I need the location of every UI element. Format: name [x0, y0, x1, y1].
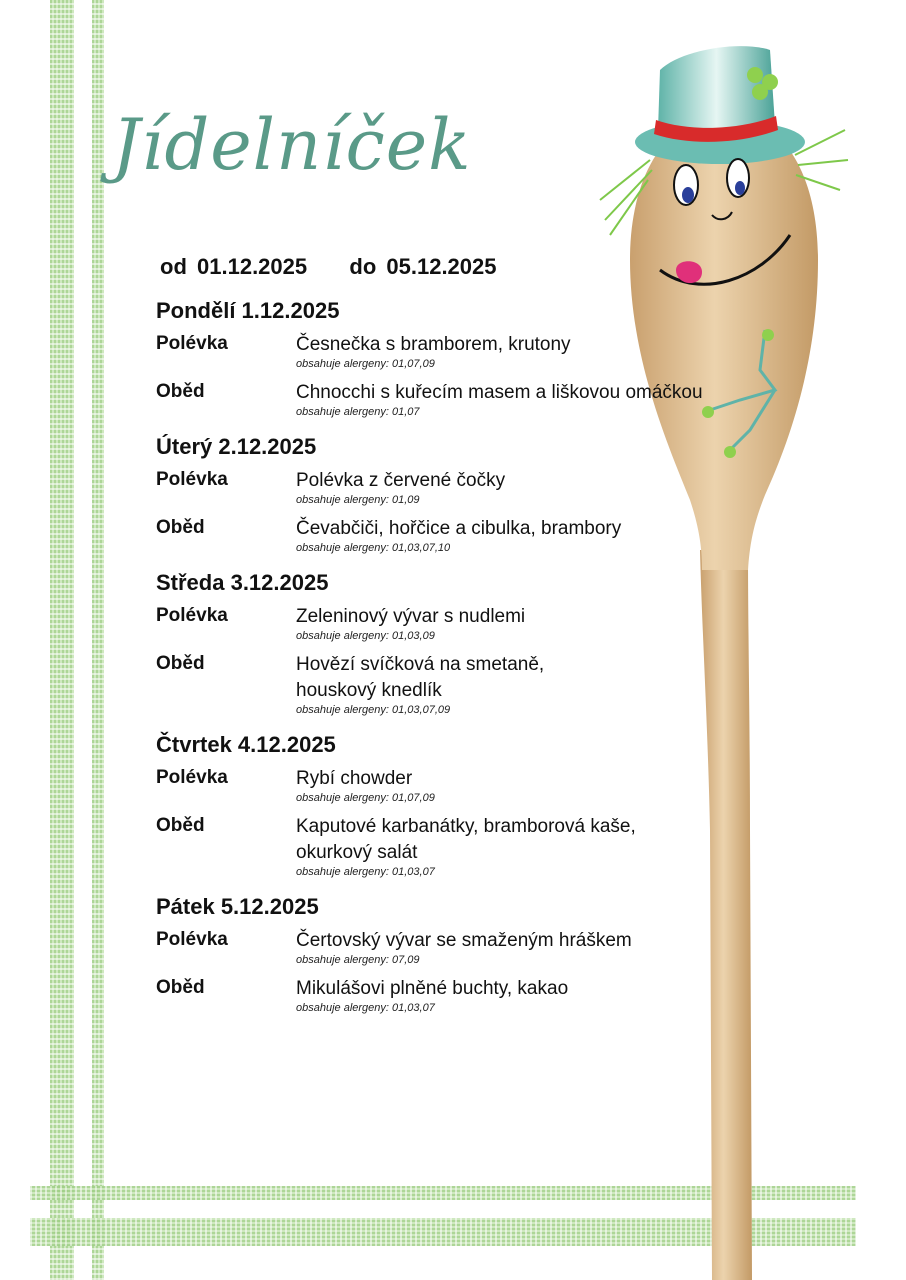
day-friday — [156, 892, 796, 1014]
allergen-info: obsahuje alergeny: 01,03,07 — [296, 866, 435, 878]
left-stripe-inner — [92, 0, 104, 1280]
allergen-info: obsahuje alergeny: 01,03,07 — [296, 1002, 435, 1014]
meal-main — [156, 516, 796, 554]
meal-type-label: Polévka — [156, 469, 228, 490]
meal-soup — [156, 928, 796, 966]
allergen-info: obsahuje alergeny: 01,03,09 — [296, 630, 435, 642]
dish-name: Zeleninový vývar s nudlemi — [296, 606, 526, 627]
dish-name: Mikulášovi plněné buchty, kakao — [296, 978, 569, 999]
day-thursday — [156, 730, 796, 878]
day-title: Úterý 2.12.2025 — [156, 434, 317, 459]
meal-type-label: Polévka — [156, 605, 228, 626]
dish-name: Polévka z červené čočky — [296, 470, 506, 491]
dish-name: Čertovský vývar se smaženým hráškem — [296, 930, 632, 951]
dish-name: Čevabčiči, hořčice a cibulka, brambory — [296, 518, 622, 539]
dish-name-line-2: houskový knedlík — [296, 680, 442, 701]
day-wednesday — [156, 568, 796, 716]
dish-name: Česnečka s bramborem, krutony — [296, 334, 571, 355]
day-title: Středa 3.12.2025 — [156, 570, 329, 595]
meal-main — [156, 814, 796, 878]
to-date: 05.12.2025 — [386, 254, 497, 279]
meal-type-label: Oběd — [156, 517, 205, 538]
meal-type-label: Oběd — [156, 977, 205, 998]
allergen-info: obsahuje alergeny: 01,03,07,09 — [296, 704, 451, 716]
day-title: Čtvrtek 4.12.2025 — [156, 732, 336, 757]
weekly-menu — [156, 296, 796, 1028]
meal-soup — [156, 766, 796, 804]
dish-name: Chnocchi s kuřecím masem a liškovou omáčkou — [296, 382, 703, 403]
to-label: do — [349, 254, 377, 279]
allergen-info: obsahuje alergeny: 01,09 — [296, 494, 420, 506]
allergen-info: obsahuje alergeny: 01,07,09 — [296, 792, 435, 804]
meal-type-label: Oběd — [156, 381, 205, 402]
day-tuesday — [156, 432, 796, 554]
day-title: Pátek 5.12.2025 — [156, 894, 319, 919]
meal-type-label: Oběd — [156, 815, 205, 836]
dish-name: Rybí chowder — [296, 768, 413, 789]
allergen-info: obsahuje alergeny: 01,03,07,10 — [296, 542, 451, 554]
meal-main — [156, 652, 796, 716]
meal-soup — [156, 332, 796, 370]
allergen-info: obsahuje alergeny: 01,07,09 — [296, 358, 435, 370]
meal-main — [156, 380, 796, 418]
allergen-info: obsahuje alergeny: 07,09 — [296, 954, 420, 966]
meal-type-label: Polévka — [156, 333, 228, 354]
allergen-info: obsahuje alergeny: 01,07 — [296, 406, 420, 418]
date-range — [160, 254, 501, 280]
day-monday — [156, 296, 796, 418]
dish-name: Hovězí svíčková na smetaně, — [296, 654, 545, 675]
day-title: Pondělí 1.12.2025 — [156, 298, 340, 323]
meal-main — [156, 976, 796, 1014]
dish-name-line-2: okurkový salát — [296, 842, 418, 863]
left-stripe-outer — [50, 0, 74, 1280]
meal-soup — [156, 468, 796, 506]
from-date: 01.12.2025 — [197, 254, 308, 279]
page-title: Jídelníček — [112, 104, 472, 186]
meal-type-label: Polévka — [156, 929, 228, 950]
meal-type-label: Oběd — [156, 653, 205, 674]
meal-type-label: Polévka — [156, 767, 228, 788]
from-label: od — [160, 254, 187, 279]
dish-name: Kaputové karbanátky, bramborová kaše, — [296, 816, 636, 837]
meal-soup — [156, 604, 796, 642]
